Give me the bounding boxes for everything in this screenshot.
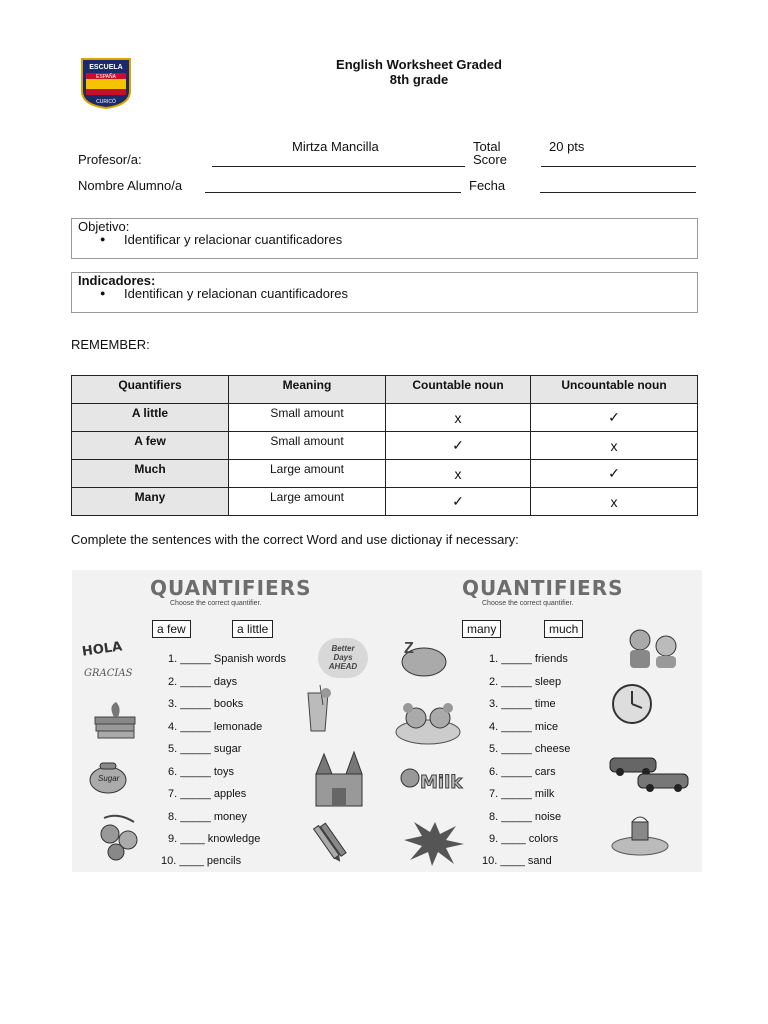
uncountable-cell: ✓: [531, 404, 698, 432]
meaning-cell: Small amount: [229, 432, 386, 460]
table-row: [72, 432, 698, 460]
col-header: Meaning: [229, 376, 386, 404]
meaning-cell: Large amount: [229, 460, 386, 488]
quantifiers-table: [71, 375, 698, 516]
list-item: 10. ____ sand: [482, 855, 552, 867]
objective-label: Objetivo:: [78, 219, 130, 234]
apples-icon: [94, 810, 144, 866]
option-a-few: a few: [152, 620, 191, 638]
books-icon: [94, 700, 138, 744]
countable-cell: ✓: [386, 432, 531, 460]
teacher-value: Mirtza Mancilla: [292, 139, 379, 154]
sugar-bowl-icon: [84, 760, 132, 796]
milk-icon: [398, 766, 472, 802]
student-label: Nombre Alumno/a: [78, 178, 183, 193]
quantifier-cell: A few: [72, 432, 229, 460]
indicators-box: [71, 272, 698, 313]
bullet-icon: ●: [100, 288, 106, 298]
hola-gracias-icon: [80, 640, 132, 688]
list-item: 4. _____ lemonade: [168, 721, 263, 733]
left-subheading: Choose the correct quantifier.: [170, 600, 262, 607]
score-label: Score: [473, 152, 507, 167]
list-item: 7. _____ milk: [489, 788, 555, 800]
remember-label: REMEMBER:: [71, 337, 150, 352]
list-item: 6. _____ cars: [489, 766, 556, 778]
date-line[interactable]: [540, 192, 696, 193]
page-title: English Worksheet Graded: [336, 57, 502, 72]
list-item: 3. _____ books: [168, 698, 244, 710]
hola-text: HOLA: [81, 639, 124, 660]
indicators-item: Identifican y relacionan cuantificadores: [124, 286, 349, 301]
better-days-icon: [318, 638, 368, 678]
col-header: Quantifiers: [72, 376, 229, 404]
objective-item: Identificar y relacionar cuantificadores: [124, 232, 343, 247]
list-item: 1. _____ Spanish words: [168, 653, 287, 665]
gracias-text: GRACIAS: [84, 668, 133, 679]
mice-icon: [392, 696, 464, 748]
meaning-cell: Large amount: [229, 488, 386, 516]
table-row: [72, 404, 698, 432]
list-item: 9. ____ knowledge: [168, 833, 261, 845]
objective-box: [71, 218, 698, 259]
cars-icon: [608, 750, 694, 796]
table-header-row: [72, 376, 698, 404]
list-item: 8. _____ noise: [489, 811, 562, 823]
list-item: 1. _____ friends: [489, 653, 568, 665]
friends-icon: [620, 626, 686, 670]
list-item: 9. ____ colors: [489, 833, 559, 845]
right-subheading: Choose the correct quantifier.: [482, 600, 574, 607]
worksheet-image: [72, 570, 702, 872]
table-row: [72, 488, 698, 516]
list-item: 5. _____ sugar: [168, 743, 242, 755]
total-value: 20 pts: [549, 139, 585, 154]
list-item: 5. _____ cheese: [489, 743, 571, 755]
list-item: 2. _____ sleep: [489, 676, 562, 688]
milk-text: Milk: [420, 772, 463, 793]
list-item: 3. _____ time: [489, 698, 556, 710]
sand-bucket-icon: [610, 814, 670, 856]
option-a-little: a little: [232, 620, 273, 638]
clock-icon: [604, 682, 660, 726]
logo-text-1: ESCUELA: [89, 64, 123, 71]
meaning-cell: Small amount: [229, 404, 386, 432]
toys-castle-icon: [310, 750, 368, 808]
countable-cell: x: [386, 404, 531, 432]
list-item: 2. _____ days: [168, 676, 238, 688]
quantifier-cell: Much: [72, 460, 229, 488]
total-label: Total: [473, 139, 501, 154]
list-item: 10. ____ pencils: [161, 855, 242, 867]
quantifier-cell: A little: [72, 404, 229, 432]
list-item: 7. _____ apples: [168, 788, 247, 800]
countable-cell: x: [386, 460, 531, 488]
list-item: 4. _____ mice: [489, 721, 559, 733]
table-row: [72, 460, 698, 488]
logo-text-2: ESPAÑA: [96, 74, 116, 80]
instruction-text: Complete the sentences with the correct Word and use dictionay if necessary:: [71, 532, 519, 547]
col-header: Countable noun: [386, 376, 531, 404]
countable-cell: ✓: [386, 488, 531, 516]
sleep-icon: [398, 638, 448, 678]
teacher-label: Profesor/a:: [78, 152, 142, 167]
pencils-icon: [310, 820, 350, 864]
uncountable-cell: x: [531, 432, 698, 460]
col-header: Uncountable noun: [531, 376, 698, 404]
bullet-icon: ●: [100, 234, 106, 244]
sugar-text: Sugar: [98, 774, 120, 783]
list-item: 8. _____ money: [168, 811, 247, 823]
quantifier-cell: Many: [72, 488, 229, 516]
teacher-line[interactable]: [212, 166, 465, 167]
option-many: many: [462, 620, 501, 638]
uncountable-cell: ✓: [531, 460, 698, 488]
logo-text-3: CURICÓ: [96, 99, 116, 105]
zzz-text: Z: [404, 640, 414, 657]
student-line[interactable]: [205, 192, 461, 193]
lemonade-icon: [304, 685, 332, 733]
list-item: 6. _____ toys: [168, 766, 235, 778]
right-heading: QUANTIFIERS: [462, 576, 624, 600]
date-label: Fecha: [469, 178, 506, 193]
paint-splash-icon: [402, 814, 468, 868]
indicators-label: Indicadores:: [78, 273, 156, 288]
better-days-text: Better Days AHEAD: [328, 644, 358, 671]
left-heading: QUANTIFIERS: [150, 576, 312, 600]
uncountable-cell: x: [531, 488, 698, 516]
score-line[interactable]: [541, 166, 696, 167]
option-much: much: [544, 620, 583, 638]
page-subtitle: 8th grade: [389, 72, 449, 87]
